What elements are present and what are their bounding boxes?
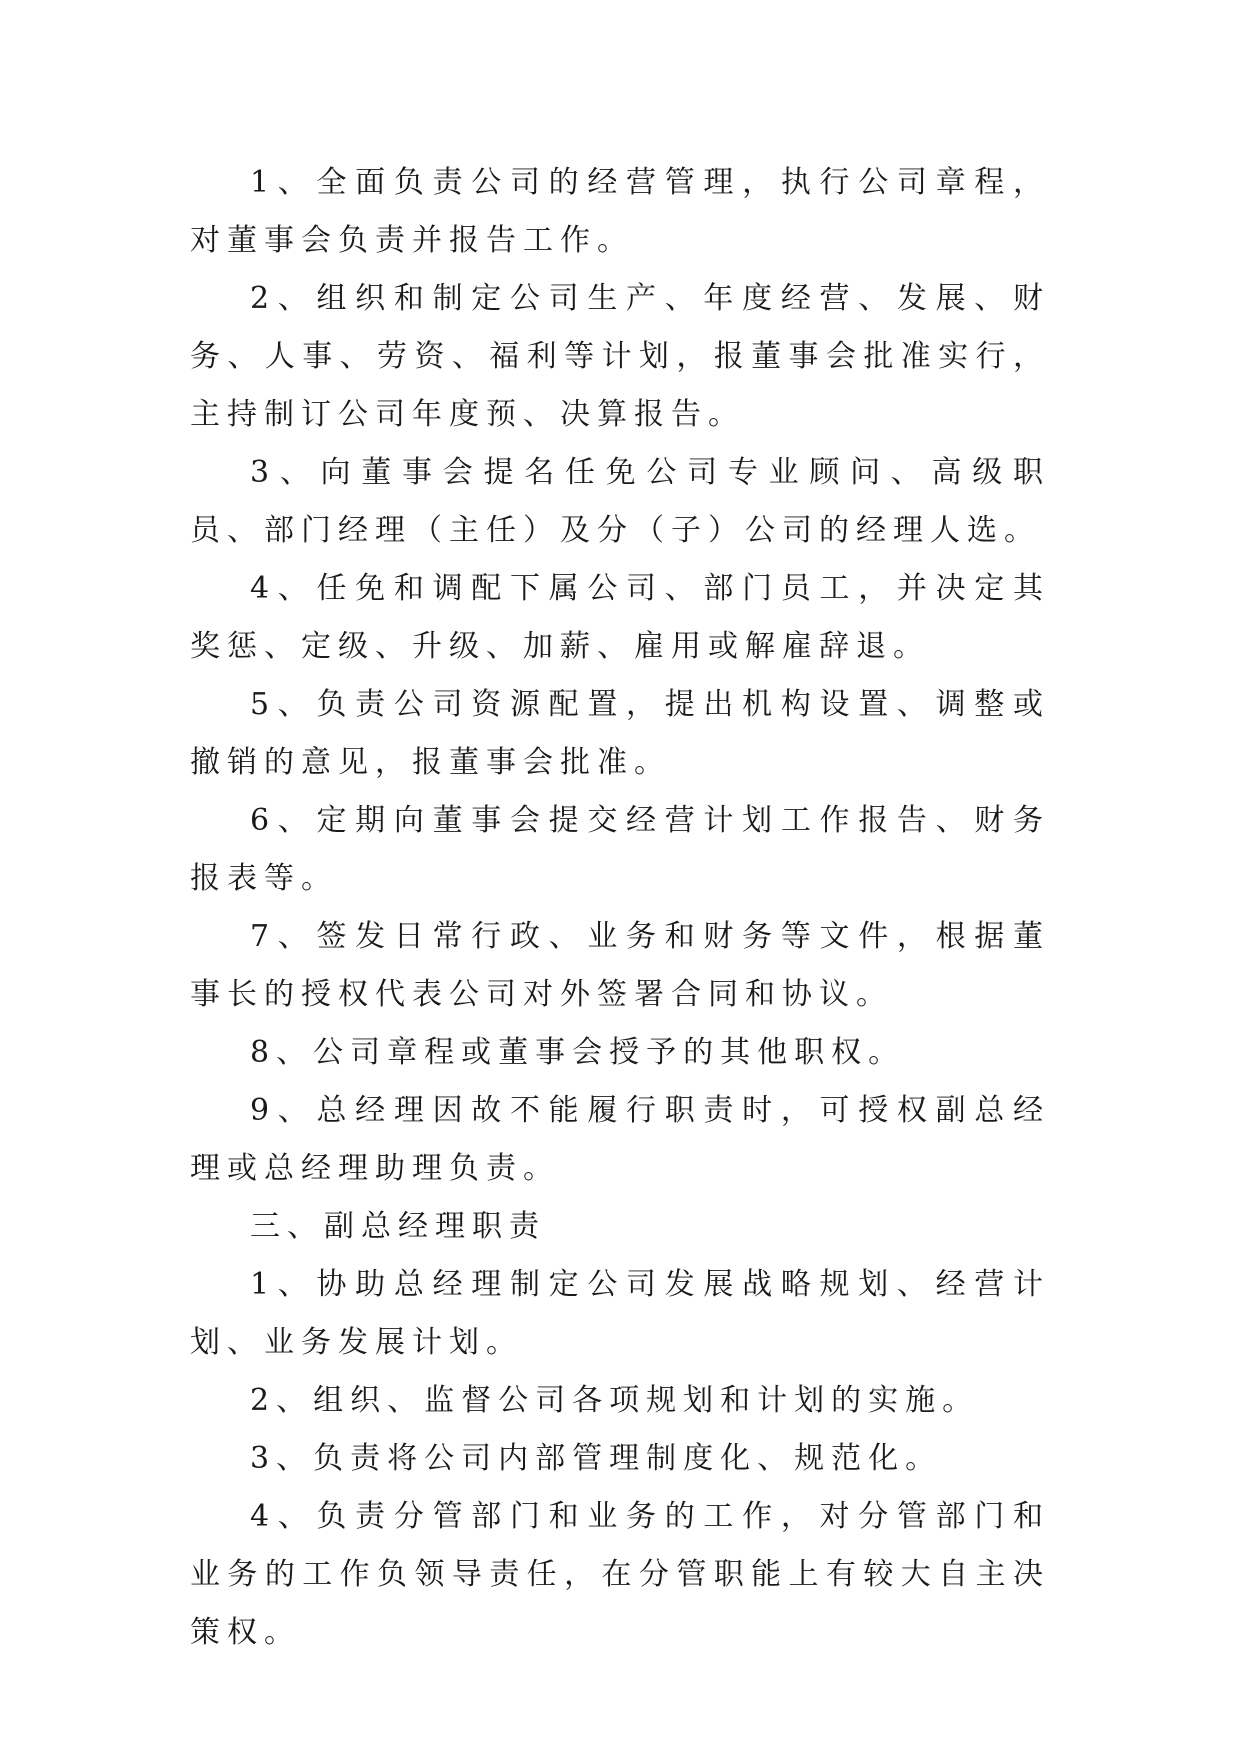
deputy-duty-4: 4、负责分管部门和业务的工作，对分管部门和业务的工作负领导责任，在分管职能上有较大自主决策权。: [190, 1499, 1050, 1650]
section-heading-deputy-manager: 三、副总经理职责: [250, 1209, 546, 1244]
deputy-duty-1: 1、协助总经理制定公司发展战略规划、经营计划、业务发展计划。: [190, 1267, 1050, 1360]
gm-duty-9: 9、总经理因故不能履行职责时，可授权副总经理或总经理助理负责。: [190, 1093, 1050, 1186]
gm-duty-1: 1、全面负责公司的经营管理，执行公司章程，对董事会负责并报告工作。: [190, 165, 1050, 258]
document-body: [190, 154, 1050, 1662]
gm-duty-2: 2、组织和制定公司生产、年度经营、发展、财务、人事、劳资、福利等计划，报董事会批准实行，主持制订公司年度预、决算报告。: [190, 281, 1050, 432]
gm-duty-4: 4、任免和调配下属公司、部门员工，并决定其奖惩、定级、升级、加薪、雇用或解雇辞退。: [190, 571, 1050, 664]
deputy-duty-2: 2、组织、监督公司各项规划和计划的实施。: [250, 1383, 980, 1418]
gm-duty-6: 6、定期向董事会提交经营计划工作报告、财务报表等。: [190, 803, 1050, 896]
gm-duty-8: 8、公司章程或董事会授予的其他职权。: [250, 1035, 906, 1070]
gm-duty-7: 7、签发日常行政、业务和财务等文件，根据董事长的授权代表公司对外签署合同和协议。: [190, 919, 1050, 1012]
gm-duty-5: 5、负责公司资源配置，提出机构设置、调整或撤销的意见，报董事会批准。: [190, 687, 1050, 780]
gm-duty-3: 3、向董事会提名任免公司专业顾问、高级职员、部门经理（主任）及分（子）公司的经理人选。: [190, 455, 1050, 548]
deputy-duty-3: 3、负责将公司内部管理制度化、规范化。: [250, 1441, 943, 1476]
